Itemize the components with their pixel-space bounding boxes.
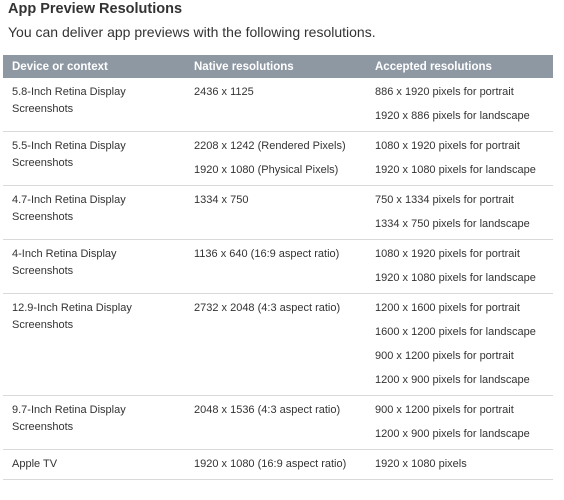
accepted-line: 1920 x 1080 pixels	[375, 458, 467, 470]
native-line: 2208 x 1242 (Rendered Pixels)	[194, 140, 346, 152]
accepted-line: 1920 x 1080 pixels for landscape	[375, 164, 536, 176]
device-cell	[3, 132, 185, 186]
accepted-line: 886 x 1920 pixels for portrait	[375, 86, 514, 98]
accepted-line: 1200 x 900 pixels for landscape	[375, 374, 530, 386]
table-header	[3, 55, 553, 78]
accepted-line: 1920 x 1080 pixels for landscape	[375, 272, 536, 284]
device-line: Screenshots	[12, 103, 74, 115]
native-line: 2436 x 1125	[194, 86, 254, 98]
device-cell	[3, 450, 185, 480]
header-native-resolutions: Native resolutions	[185, 55, 366, 78]
accepted-resolution-cell	[366, 396, 553, 450]
native-resolution-cell	[185, 294, 366, 396]
table-row	[3, 294, 553, 396]
native-line: 2048 x 1536 (4:3 aspect ratio)	[194, 404, 341, 416]
device-line: Screenshots	[12, 421, 74, 433]
device-cell	[3, 396, 185, 450]
accepted-resolution-cell	[366, 294, 553, 396]
accepted-line: 1080 x 1920 pixels for portrait	[375, 140, 520, 152]
native-resolution-cell	[185, 186, 366, 240]
resolutions-table	[3, 55, 553, 480]
table-row	[3, 240, 553, 294]
accepted-line: 1080 x 1920 pixels for portrait	[375, 248, 520, 260]
device-line: Screenshots	[12, 157, 74, 169]
table-row	[3, 396, 553, 450]
accepted-line: 1200 x 900 pixels for landscape	[375, 428, 530, 440]
accepted-resolution-cell	[366, 78, 553, 132]
native-line: 1920 x 1080 (16:9 aspect ratio)	[194, 458, 347, 470]
native-line: 1920 x 1080 (Physical Pixels)	[194, 164, 339, 176]
accepted-line: 1600 x 1200 pixels for landscape	[375, 326, 536, 338]
accepted-resolution-cell	[366, 450, 553, 480]
accepted-line: 900 x 1200 pixels for portrait	[375, 404, 514, 416]
native-resolution-cell	[185, 240, 366, 294]
device-line: 4.7-Inch Retina Display	[12, 194, 126, 206]
accepted-resolution-cell	[366, 132, 553, 186]
device-line: 12.9-Inch Retina Display	[12, 302, 132, 314]
table-row	[3, 78, 553, 132]
accepted-line: 750 x 1334 pixels for portrait	[375, 194, 514, 206]
native-resolution-cell	[185, 78, 366, 132]
header-accepted-resolutions: Accepted resolutions	[366, 55, 553, 78]
device-line: 5.5-Inch Retina Display	[12, 140, 126, 152]
native-resolution-cell	[185, 450, 366, 480]
page-title: App Preview Resolutions	[8, 1, 183, 17]
device-line: 9.7-Inch Retina Display	[12, 404, 126, 416]
native-line: 2732 x 2048 (4:3 aspect ratio)	[194, 302, 341, 314]
device-cell	[3, 240, 185, 294]
device-line: 5.8-Inch Retina Display	[12, 86, 126, 98]
native-line: 1334 x 750	[194, 194, 249, 206]
table-row	[3, 450, 553, 480]
device-line: 4-Inch Retina Display	[12, 248, 117, 260]
accepted-line: 1200 x 1600 pixels for portrait	[375, 302, 520, 314]
accepted-line: 1334 x 750 pixels for landscape	[375, 218, 530, 230]
device-cell	[3, 78, 185, 132]
table-row	[3, 186, 553, 240]
accepted-resolution-cell	[366, 186, 553, 240]
device-line: Screenshots	[12, 265, 74, 277]
device-cell	[3, 294, 185, 396]
native-line: 1136 x 640 (16:9 aspect ratio)	[194, 248, 340, 260]
header-row	[3, 55, 553, 78]
header-device-or-context: Device or context	[3, 55, 185, 78]
intro-text: You can deliver app previews with the following resolutions.	[8, 24, 376, 40]
accepted-resolution-cell	[366, 240, 553, 294]
device-line: Apple TV	[12, 458, 58, 470]
accepted-line: 1920 x 886 pixels for landscape	[375, 110, 530, 122]
device-line: Screenshots	[12, 319, 74, 331]
native-resolution-cell	[185, 132, 366, 186]
device-cell	[3, 186, 185, 240]
accepted-line: 900 x 1200 pixels for portrait	[375, 350, 514, 362]
table-row	[3, 132, 553, 186]
table-body	[3, 78, 553, 480]
device-line: Screenshots	[12, 211, 74, 223]
native-resolution-cell	[185, 396, 366, 450]
